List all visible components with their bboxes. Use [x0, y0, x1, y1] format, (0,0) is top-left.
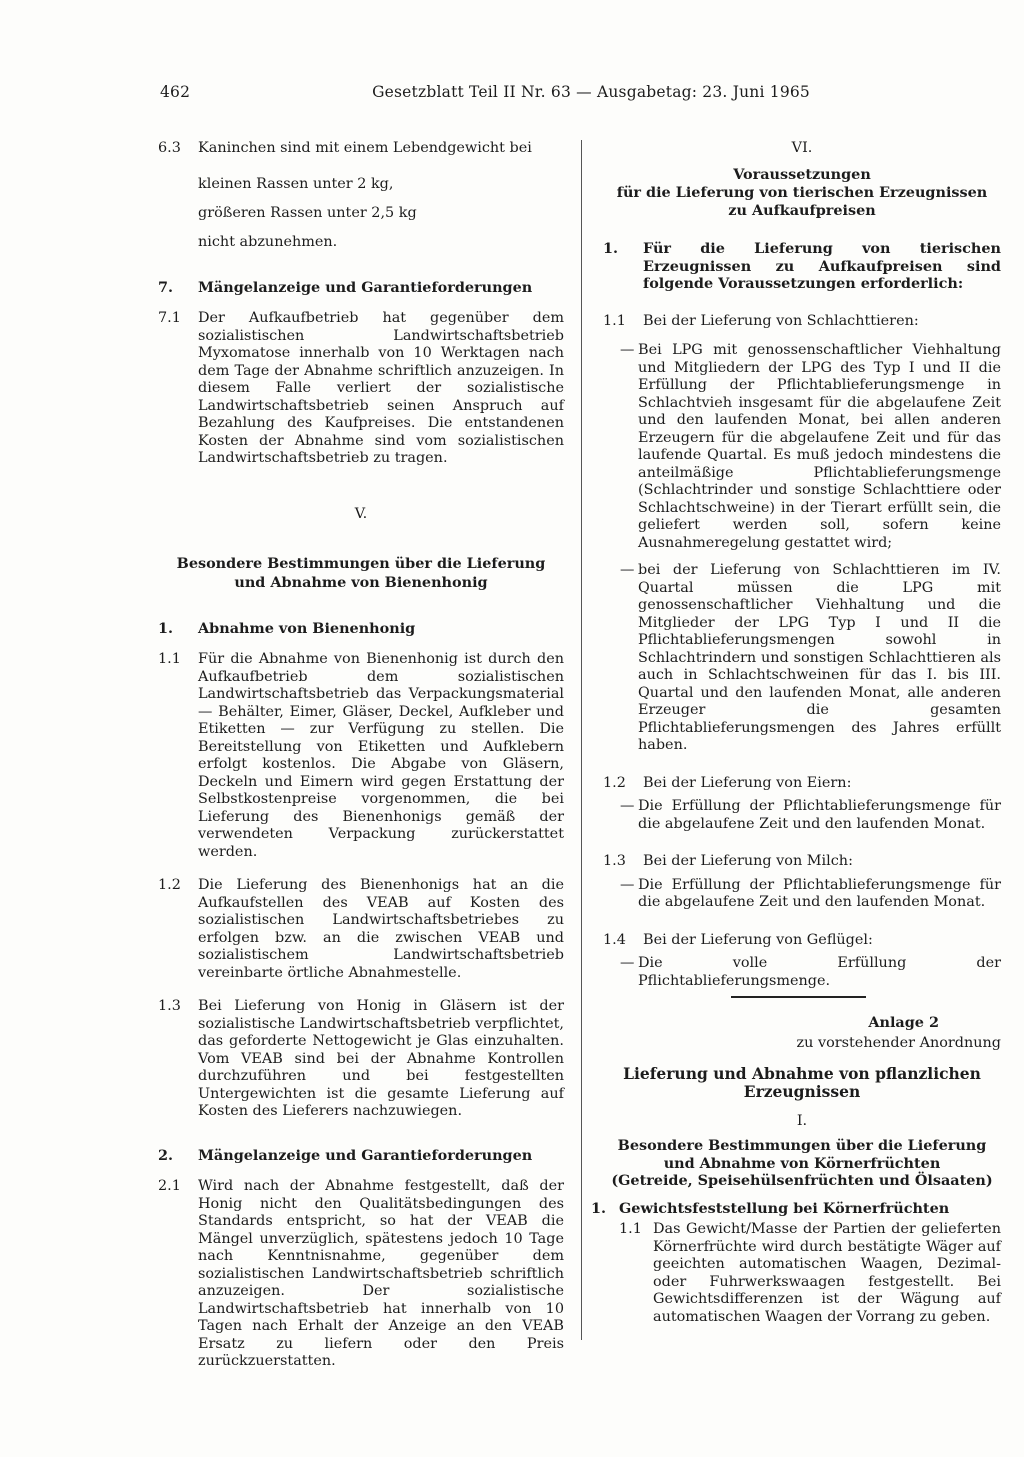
paragraph-line: kleinen Rassen unter 2 kg, [198, 175, 394, 192]
paragraph-line: größeren Rassen unter 2,5 kg [198, 204, 417, 221]
paragraph-number: 1.1 [619, 1221, 642, 1237]
title-line: für die Lieferung von tierischen Erzeugnissen [616, 184, 988, 201]
section-title: Mängelanzeige und Garantieforderungen [198, 278, 533, 296]
paragraph-number: 1.1 [603, 312, 626, 329]
paragraph-7-1 [158, 310, 564, 468]
title-line: Besondere Bestimmungen über die Lieferung [617, 1137, 987, 1154]
paragraph-1-1 [158, 651, 564, 861]
paragraph-vi-1-4 [603, 932, 1001, 950]
annex-title [603, 1065, 1001, 1101]
paragraph-text: Für die Abnahme von Bienenhonig ist durch den Aufkaufbetrieb dem sozialistischen Landwirtschaftsbetrieb das Verpackungsmaterial — Behälter, Eimer, Gläser, Deckel, Aufkleber und Etiketten — zur Verfügung zu stellen. Die Bereitstellung von Etiketten und Aufklebern erfolgt kostenlos. Die Abgabe von Gläsern, Deckeln und Eimern wird gegen Erstattung der Selbstkostenpreise vorgenommen, die bei Lieferung des Bienenhonigs gemäß der verwendeten Verpackung zurückerstattet werden. [198, 651, 564, 860]
paragraph-number: 1.2 [603, 774, 626, 791]
section-title: Mängelanzeige und Garantieforderungen [198, 1146, 533, 1164]
paragraph-number: 1.3 [158, 998, 181, 1014]
paragraph-text: Bei der Lieferung von Geflügel: [643, 931, 873, 948]
section-number: 1. [603, 240, 619, 257]
annex-label: Anlage 2 [868, 1014, 939, 1031]
paragraph-text: Bei Lieferung von Honig in Gläsern ist der sozialistische Landwirtschaftsbetrieb verpflichtet, das geforderte Nettogewicht je Glas einzuhalten. Vom VEAB sind bei der Abnahme Kontrollen durchzuführen und bei festgestellten Untergewichten ist die gesamte Lieferung auf Kosten des Lieferers nachzuwiegen. [198, 998, 564, 1119]
annex-subtitle: zu vorstehender Anordnung [796, 1035, 1001, 1051]
dash-item: — bei der Lieferung von Schlachttieren im IV. Quartal müssen die LPG mit genossenschaftlicher Viehhaltung und die Mitglieder der LPG Typ I und II die Pflichtablieferungsmengen sowohl in Schlachtrindern und sonstigen Schlachttieren als auch in Schlachtschweinen für das I. bis III. Quartal und den laufenden Monat, alle anderen Erzeuger die gesamten Pflichtablieferungsmengen des Jahres erfüllt haben. [620, 562, 1001, 753]
paragraph-text: Bei der Lieferung von Schlachttieren: [643, 312, 919, 329]
title-line: und Abnahme von Bienenhonig [234, 573, 488, 591]
section-g1-heading [591, 1200, 1001, 1218]
section-1-heading [158, 620, 564, 638]
section-title: Gewichtsfeststellung bei Körnerfrüchten [619, 1199, 950, 1217]
paragraph-text: Die Lieferung des Bienenhonigs hat an die Aufkaufstellen des VEAB auf Kosten des sozialistischen Landwirtschaftsbetriebes zu erfolgen bzw. an die zwischen VEAB und sozialistischem Landwirtschaftsbetrieb vereinbarte örtliche Abnahmestelle. [198, 877, 564, 981]
dash-item: — Die Erfüllung der Pflichtablieferungsmenge für die abgelaufene Zeit und den laufenden Monat. [620, 798, 1001, 832]
paragraph-vi-1-1 [603, 313, 1001, 331]
page-number: 462 [160, 83, 191, 101]
paragraph-line: nicht abzunehmen. [198, 233, 338, 250]
section-number: 1. [158, 619, 174, 637]
paragraph-text: Das Gewicht/Masse der Partien der gelieferten Körnerfrüchte wird durch bestätigte Wäger auf geeichten automatischen Waagen, Dezimal- oder Fuhrwerkswaagen festgestellt. Bei Gewichtsdifferenzen ist der Wägung auf automatischen Waagen der Vorrang zu geben. [653, 1221, 1001, 1325]
section-7-heading [158, 279, 564, 297]
paragraph-text: Der Aufkaufbetrieb hat gegenüber dem sozialistischen Landwirtschaftsbetrieb Myxomatose innerhalb von 10 Werktagen nach dem Tage der Abnahme schriftlich anzuzeigen. In diesem Falle verliert der sozialistische Landwirtschaftsbetrieb seinen Anspruch auf Bezahlung des Kaufpreises. Die entstandenen Kosten der Abnahme sind vom sozialistischen Landwirtschaftsbetrieb zu tragen. [198, 310, 564, 466]
paragraph-vi-1-3 [603, 853, 1001, 871]
part-vi-numeral: VI. [791, 140, 813, 156]
part-v-numeral: V. [354, 505, 368, 522]
dash-item: — Die Erfüllung der Pflichtablieferungsmenge für die abgelaufene Zeit und den laufenden Monat. [620, 876, 1001, 910]
section-title: Für die Lieferung von tierischen Erzeugnissen zu Aufkaufpreisen sind folgende Voraussetzungen erforderlich: [643, 240, 1001, 292]
section-number: 7. [158, 278, 174, 296]
paragraph-1-3 [158, 998, 564, 1121]
title-line: (Getreide, Speisehülsenfrüchten und Ölsaaten) [611, 1172, 993, 1189]
title-line: zu Aufkaufpreisen [728, 202, 876, 219]
part-vi-title [603, 166, 1001, 220]
dash-item-text: Bei LPG mit genossenschaftlicher Viehhaltung und Mitgliedern der LPG des Typ I und II die Erfüllung der Pflichtablieferungsmenge in Schlachtvieh insgesamt für die abgelaufene Zeit und den laufenden Monat, bei allen anderen Erzeugern für die abgelaufene Zeit und für das laufende Quartal. Es muß jedoch mindestens die anteilmäßige Pflichtablieferungsmenge (Schlachtrinder und sonstige Schlachttiere oder Schlachtschweine) in der Tierart erfüllt sein, die geliefert werden soll, sofern keine Ausnahmeregelung gestattet wird; [638, 342, 1001, 551]
paragraph-text: Bei der Lieferung von Eiern: [643, 774, 852, 791]
dash-item-text: Die volle Erfüllung der Pflichtablieferungsmenge. [638, 955, 1001, 989]
page-header [160, 83, 810, 103]
part-v-title [158, 554, 564, 592]
paragraph-number: 1.4 [603, 931, 626, 948]
paragraph-number: 1.1 [158, 651, 181, 667]
section-rule [731, 996, 866, 998]
paragraph-number: 1.3 [603, 853, 626, 869]
paragraph-number: 2.1 [158, 1178, 181, 1194]
paragraph-1-2 [158, 877, 564, 982]
paragraph-line: Kaninchen sind mit einem Lebendgewicht bei [198, 140, 532, 156]
paragraph-6-3 [158, 140, 564, 257]
part-i-numeral: I. [796, 1113, 808, 1129]
section-number: 2. [158, 1146, 174, 1164]
dash-item-text: Die Erfüllung der Pflichtablieferungsmenge für die abgelaufene Zeit und den laufenden Monat. [638, 876, 1001, 910]
dash-item: — Bei LPG mit genossenschaftlicher Viehhaltung und Mitgliedern der LPG des Typ I und II die Erfüllung der Pflichtablieferungsmenge in Schlachtvieh insgesamt für die abgelaufene Zeit und den laufenden Monat, bei allen anderen Erzeugern für die abgelaufene Zeit und für das laufende Quartal. Es muß jedoch mindestens die anteilmäßige Pflichtablieferungsmenge (Schlachtrinder und sonstige Schlachttiere oder Schlachtschweine) in der Tierart erfüllt sein, die geliefert werden soll, sofern keine Ausnahmeregelung gestattet wird; [620, 342, 1001, 551]
left-column [158, 140, 564, 1371]
paragraph-number: 7.1 [158, 310, 181, 326]
paragraph-vi-1-2 [603, 775, 1001, 793]
right-column [591, 140, 1001, 1326]
page-title: Gesetzblatt Teil II Nr. 63 — Ausgabetag: 23. Juni 1965 [372, 83, 810, 101]
dash-item-text: Die Erfüllung der Pflichtablieferungsmenge für die abgelaufene Zeit und den laufenden Monat. [638, 798, 1001, 832]
title-line: Voraussetzungen [733, 166, 871, 183]
paragraph-number: 1.2 [158, 877, 181, 893]
title-line: Lieferung und Abnahme von pflanzlichen [623, 1064, 981, 1083]
title-line: und Abnahme von Körnerfrüchten [663, 1154, 941, 1172]
dash-item-text: bei der Lieferung von Schlachttieren im IV. Quartal müssen die LPG mit genossenschaftlicher Viehhaltung und die Mitglieder der LPG Typ I und II die Pflichtablieferungsmengen sowohl in Schlachtrindern und sonstigen Schlachttieren als auch in Schlachtschweinen für das I. bis III. Quartal und den laufenden Monat, alle anderen Erzeuger die gesamten Pflichtablieferungsmengen des Jahres erfüllt haben. [638, 562, 1001, 753]
paragraph-2-1 [158, 1178, 564, 1371]
title-line: Besondere Bestimmungen über die Lieferung [176, 554, 546, 572]
part-i-title [603, 1137, 1001, 1190]
section-vi-1-heading [603, 240, 1001, 293]
paragraph-text: Bei der Lieferung von Milch: [643, 853, 853, 869]
paragraph-text: Wird nach der Abnahme festgestellt, daß der Honig nicht den Qualitätsbedingungen des Standards entspricht, so hat der VEAB die Mängel unverzüglich, spätestens jedoch 10 Tage nach Kenntnisnahme, gegenüber dem sozialistischen Landwirtschaftsbetrieb schriftlich anzuzeigen. Der sozialistische Landwirtschaftsbetrieb hat innerhalb von 10 Tagen nach Erhalt der Anzeige an den VEAB Ersatz zu liefern oder den Preis zurückzuerstatten. [198, 1178, 564, 1369]
paragraph-g1-1 [619, 1221, 1001, 1326]
paragraph-number: 6.3 [158, 140, 181, 156]
section-title: Abnahme von Bienenhonig [198, 619, 416, 637]
title-line: Erzeugnissen [743, 1082, 861, 1101]
column-divider [581, 140, 582, 1340]
section-2-heading [158, 1147, 564, 1165]
section-number: 1. [591, 1199, 607, 1217]
dash-item: — Die volle Erfüllung der Pflichtablieferungsmenge. [620, 955, 1001, 989]
